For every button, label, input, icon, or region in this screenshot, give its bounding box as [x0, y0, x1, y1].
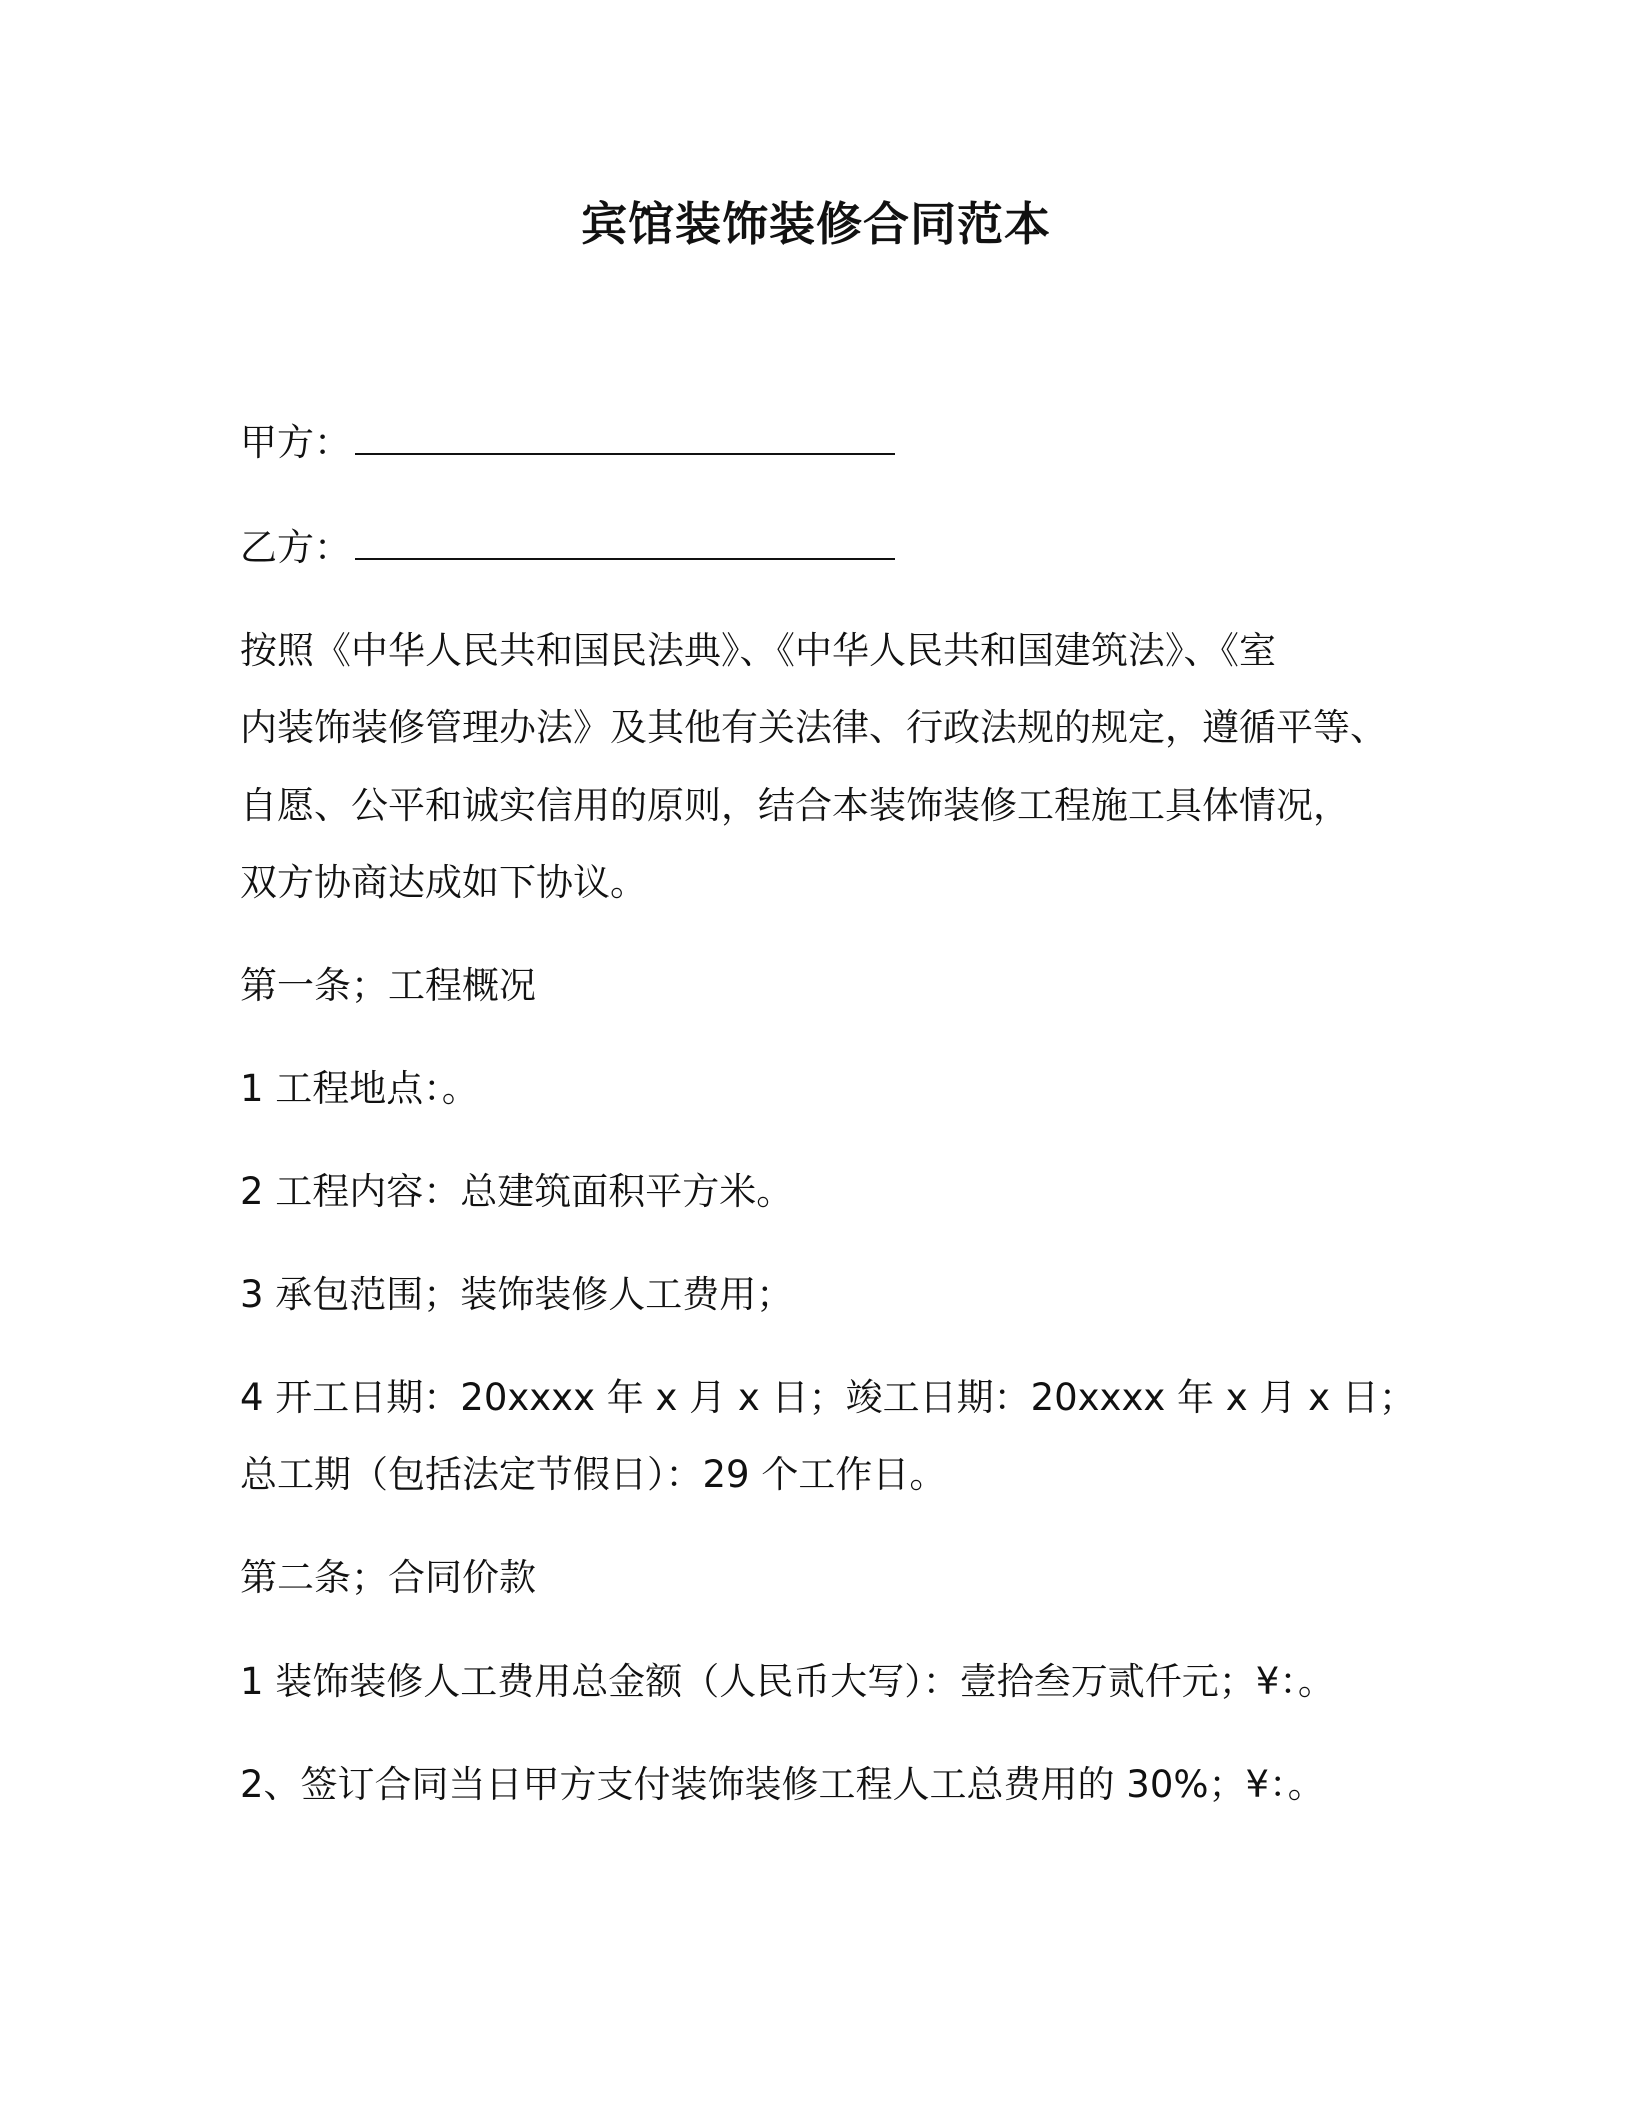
article1-item-5: 总工期（包括法定节假日）：29 个工作日。	[240, 1453, 947, 1496]
party-b-blank	[355, 530, 895, 560]
party-a-blank	[355, 425, 895, 455]
article1-item-1: 1 工程地点：。	[240, 1067, 479, 1110]
party-a-line	[240, 418, 895, 468]
article1-item-4: 4 开工日期：20xxxx 年 x 月 x 日；竣工日期：20xxxx 年 x 月 x 日；	[240, 1376, 1416, 1419]
document-title: 宾馆装饰装修合同范本	[581, 197, 1051, 251]
party-b-line	[240, 523, 895, 573]
party-b-label: 乙方：	[240, 526, 351, 569]
article1-heading: 第一条；工程概况	[240, 964, 536, 1007]
intro-line-4: 双方协商达成如下协议。	[240, 861, 647, 904]
article1-item-3: 3 承包范围；装饰装修人工费用；	[240, 1273, 794, 1316]
article2-item-2: 2、签订合同当日甲方支付装饰装修工程人工总费用的 30%；¥：。	[240, 1763, 1325, 1806]
article2-heading: 第二条；合同价款	[240, 1556, 536, 1599]
intro-line-2: 内装饰装修管理办法》及其他有关法律、行政法规的规定，遵循平等、	[240, 706, 1387, 749]
intro-line-3: 自愿、公平和诚实信用的原则，结合本装饰装修工程施工具体情况，	[240, 784, 1350, 827]
party-a-label: 甲方：	[240, 421, 351, 464]
intro-line-1: 按照《中华人民共和国民法典》、《中华人民共和国建筑法》、《室	[240, 629, 1276, 672]
article1-item-2: 2 工程内容：总建筑面积平方米。	[240, 1170, 794, 1213]
article2-item-1: 1 装饰装修人工费用总金额（人民币大写）：壹拾叁万贰仟元；¥：。	[240, 1660, 1335, 1703]
